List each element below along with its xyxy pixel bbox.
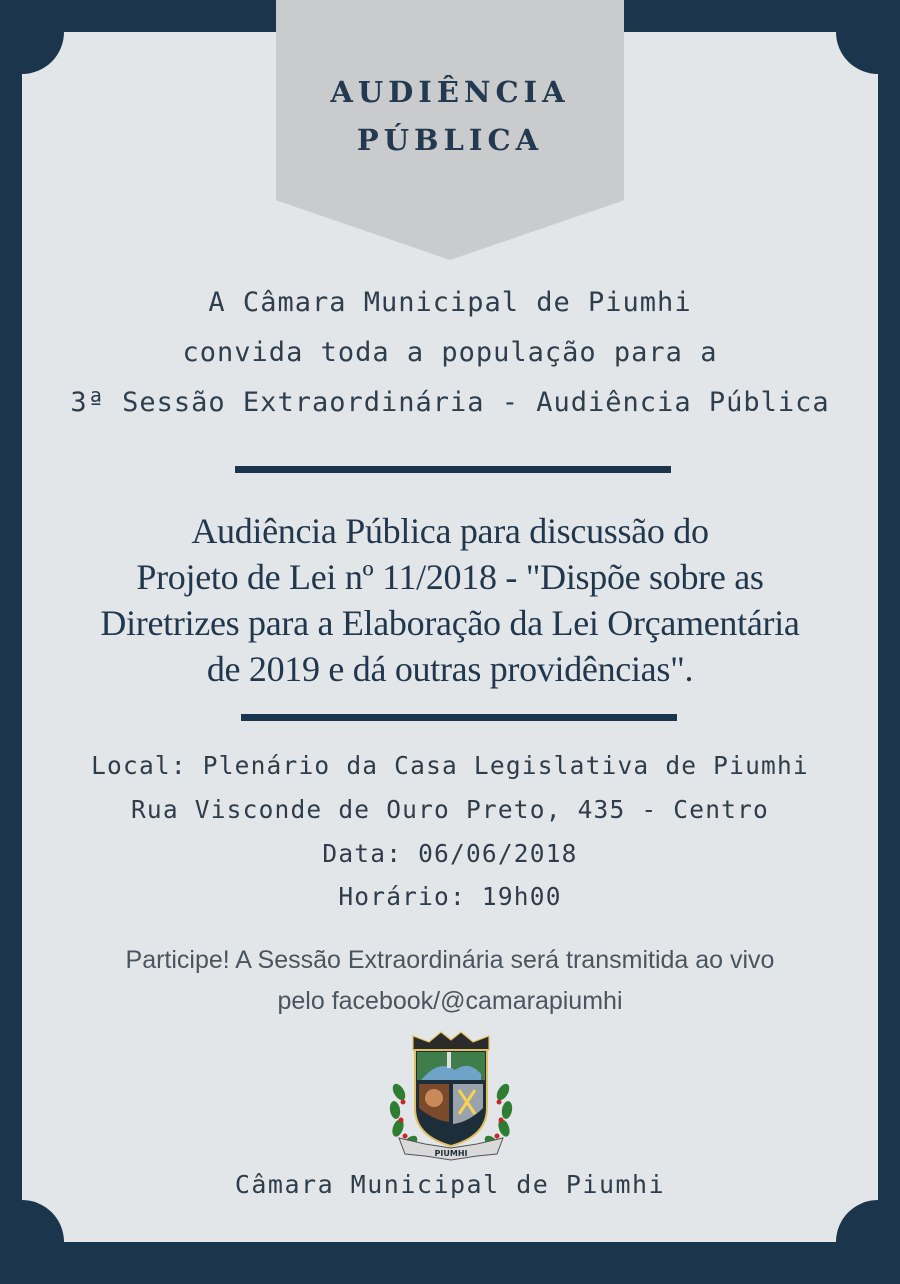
divider-top [235,466,671,473]
invitation-line-2: convida toda a população para a [182,337,718,368]
corner-cutout [0,1200,64,1284]
event-location: Local: Plenário da Casa Legislativa de Piumhi [91,751,809,780]
invitation-line-1: A Câmara Municipal de Piumhi [208,287,692,318]
participate-line-1: Participe! A Sessão Extraordinária será transmitida ao vivo [125,946,775,974]
project-line-3: Diretrizes para a Elaboração da Lei Orçamentária [100,603,800,643]
participate-line-2: pelo facebook/@camarapiumhi [277,987,623,1015]
corner-cutout [0,0,64,74]
title-line-1: AUDIÊNCIA [330,75,570,109]
corner-cutout [836,0,900,74]
event-time: Horário: 19h00 [338,882,562,911]
title-line-2: PÚBLICA [356,123,544,157]
event-date: Data: 06/06/2018 [322,839,578,868]
page-title [276,68,624,164]
invitation-line-3: 3ª Sessão Extraordinária - Audiência Pública [70,387,830,418]
project-line-2: Projeto de Lei nº 11/2018 - "Dispõe sobre as [136,557,764,597]
footer-org-name: Câmara Municipal de Piumhi [234,1170,666,1199]
corner-cutout [836,1200,900,1284]
project-line-1: Audiência Pública para discussão do [191,511,709,551]
event-address: Rua Visconde de Ouro Preto, 435 - Centro [130,795,769,824]
divider-bottom [241,714,677,721]
crest-ribbon-text: PIUMHI [434,1149,468,1158]
coat-of-arms-icon [385,1030,517,1166]
project-line-4: de 2019 e dá outras providências". [206,649,694,689]
